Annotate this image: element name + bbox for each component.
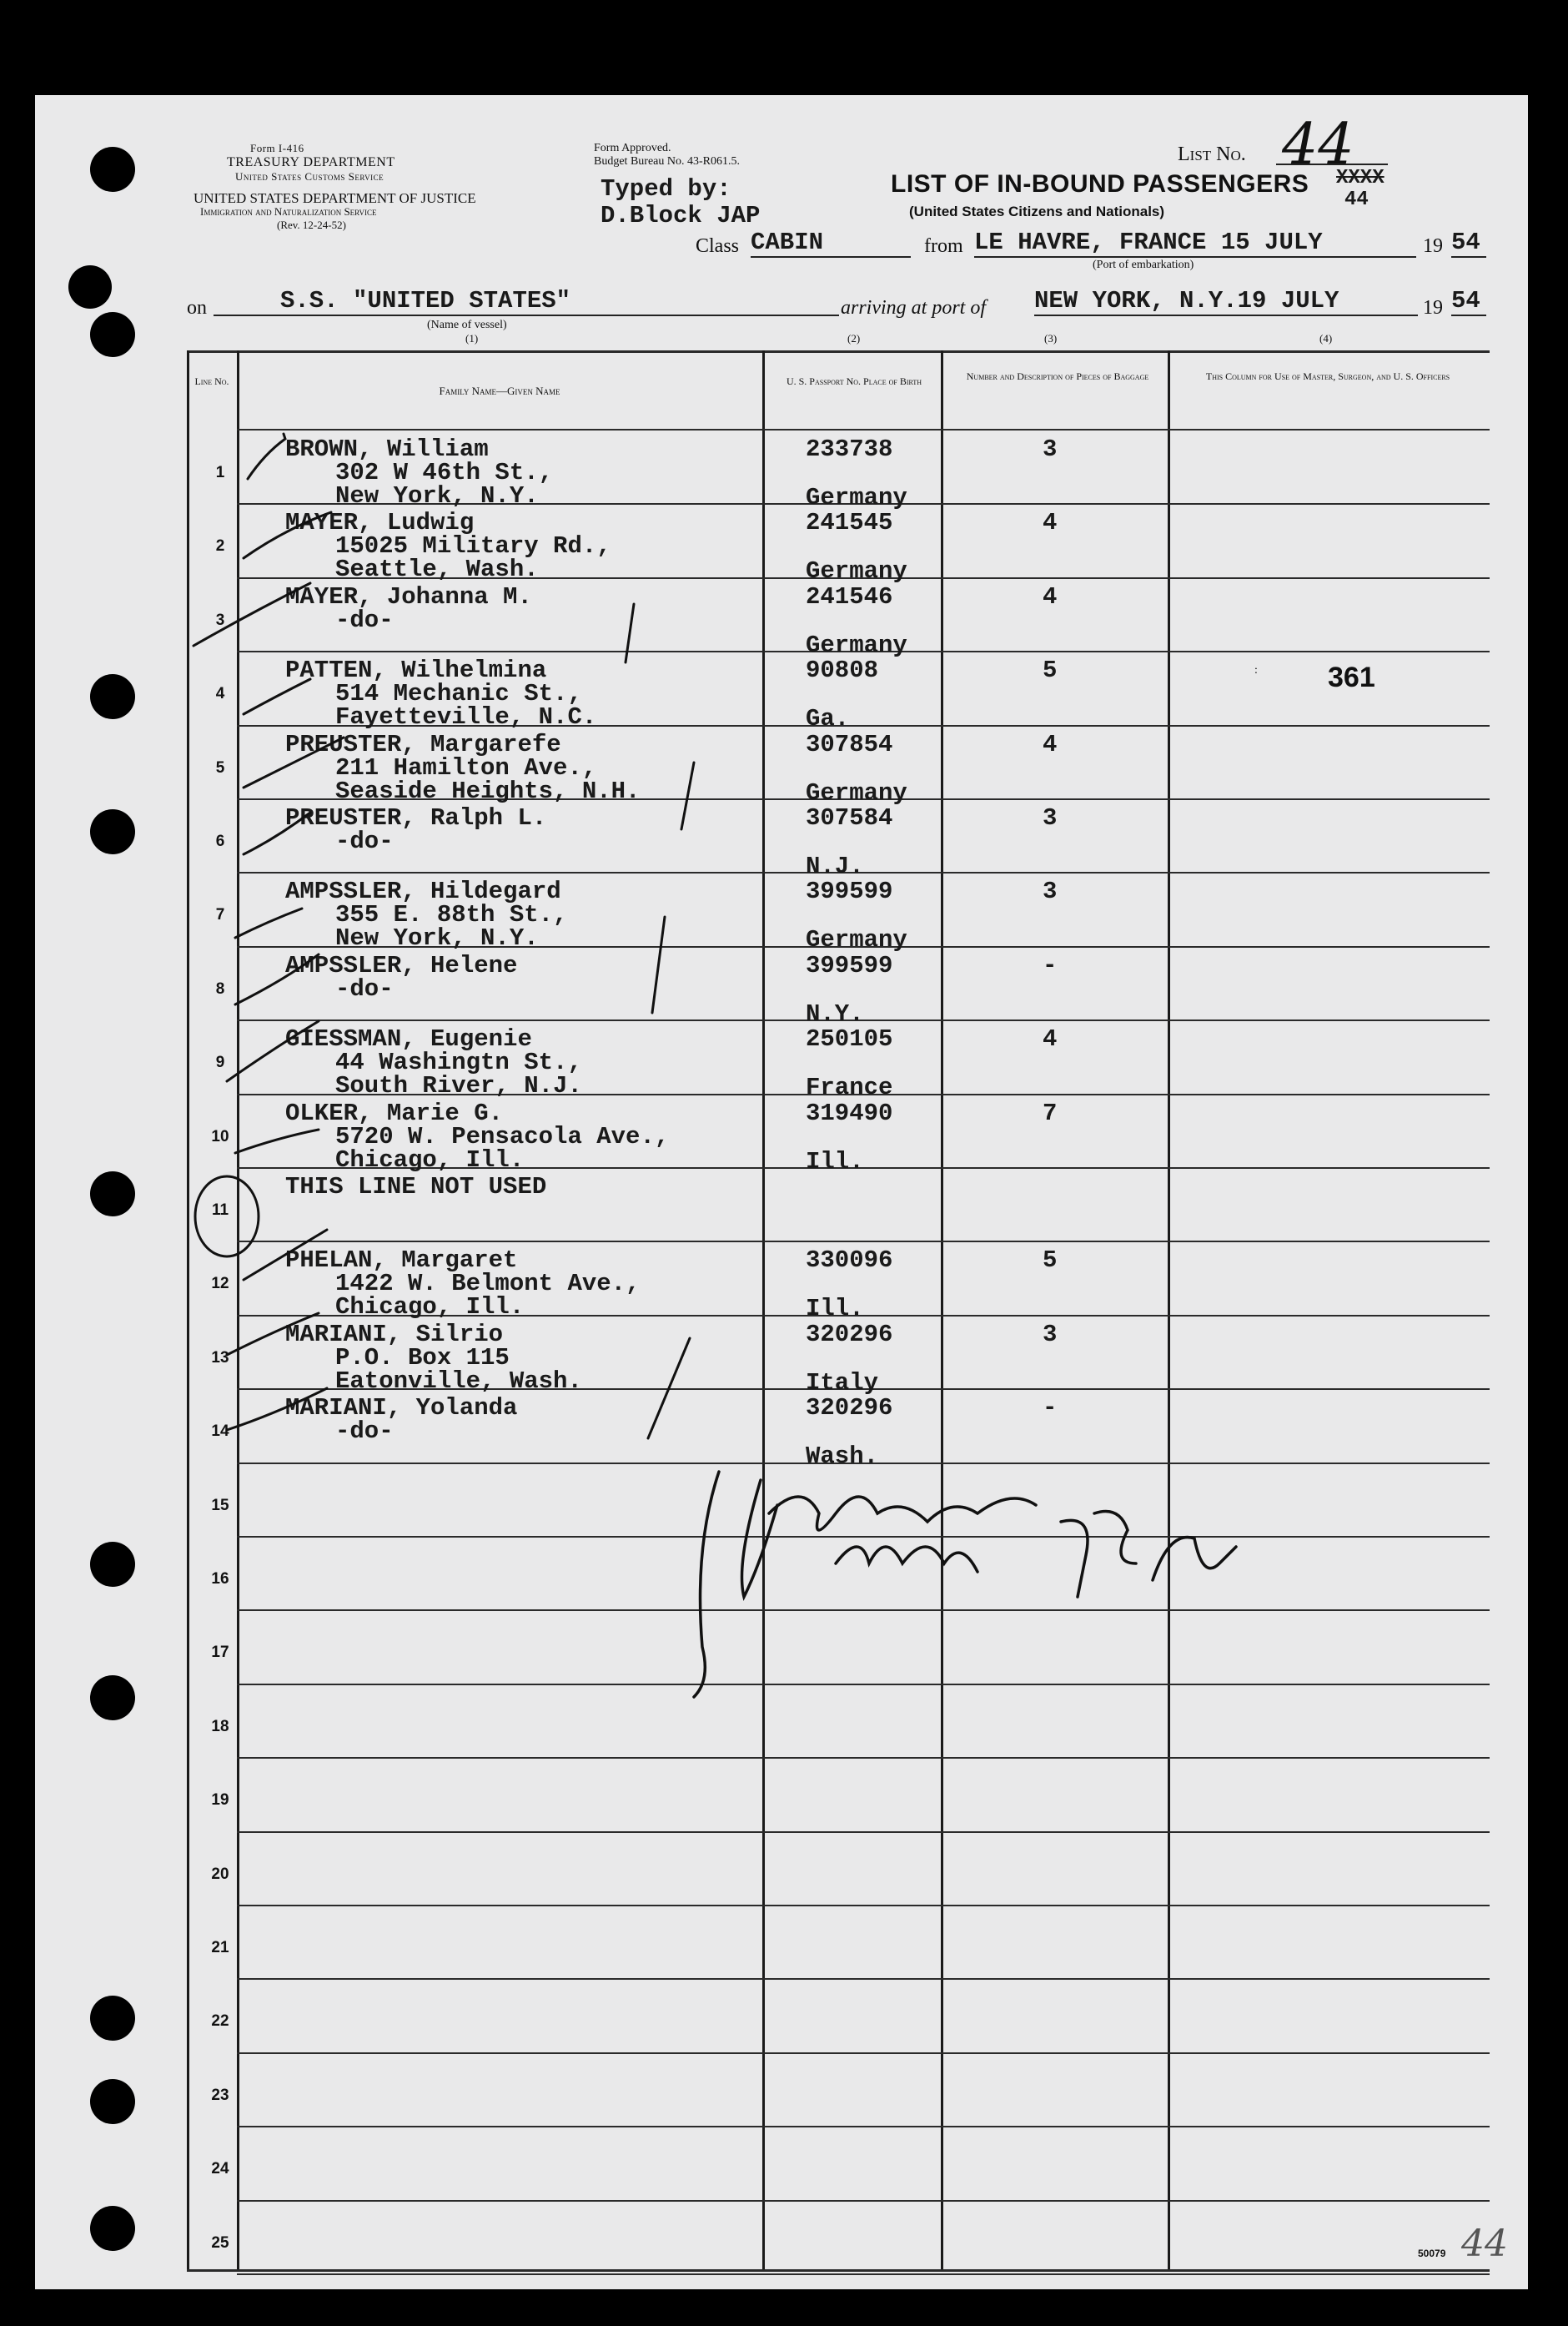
check-stroke-c	[652, 917, 665, 1013]
arriving-label: arriving at port of	[841, 297, 987, 319]
passenger-address-line1: 514 Mechanic St.,	[335, 680, 582, 707]
passenger-name: PREUSTER, Margarefe	[285, 731, 561, 758]
passenger-address-line2: New York, N.Y.	[335, 482, 539, 510]
tick-mark-9	[227, 1021, 319, 1081]
class-value: CABIN	[751, 229, 911, 258]
line-number: 11	[211, 1201, 229, 1219]
col-header-passport: U. S. Passport No. Place of Birth	[786, 375, 922, 387]
passenger-address-line1: 5720 W. Pensacola Ave.,	[335, 1123, 670, 1150]
passenger-name: PHELAN, Margaret	[285, 1246, 518, 1274]
year-arrive: 54	[1451, 287, 1486, 316]
line-number: 17	[211, 1644, 229, 1661]
line-number: 4	[215, 685, 225, 702]
passenger-address-line2: Eatonville, Wash.	[335, 1367, 582, 1395]
line-number: 25	[211, 2234, 229, 2252]
passenger-address-line1: -do-	[335, 828, 394, 855]
baggage-count: -	[1043, 952, 1058, 979]
passenger-name: AMPSSLER, Hildegard	[285, 878, 561, 905]
list-no-struck: XXXX	[1336, 167, 1385, 189]
passenger-name: MARIANI, Yolanda	[285, 1394, 518, 1422]
place-of-birth: Germany	[806, 779, 907, 807]
passport-col-no: (2)	[847, 332, 861, 345]
punch-hole	[90, 1996, 135, 2041]
col-header-officers: This Column for Use of Master, Surgeon, and U. S. Officers	[1205, 370, 1450, 382]
place-of-birth: Germany	[806, 557, 907, 585]
col-header-baggage: Number and Description of Pieces of Baggage	[966, 370, 1149, 382]
passport-number: 319490	[806, 1100, 893, 1127]
punch-hole	[90, 1171, 135, 1216]
typed-by-value: D.Block JAP	[601, 202, 761, 229]
passenger-address-line1: 211 Hamilton Ave.,	[335, 754, 597, 782]
check-stroke-d	[648, 1338, 690, 1438]
baggage-count: 4	[1043, 583, 1058, 611]
year-prefix-embark: 19	[1423, 235, 1443, 257]
vessel-caption: (Name of vessel)	[427, 319, 507, 331]
passenger-address-line1: 355 E. 88th St.,	[335, 901, 568, 929]
passenger-address-line2: Seaside Heights, N.H.	[335, 778, 641, 805]
place-of-birth: Wash.	[806, 1442, 879, 1470]
line-number: 15	[211, 1497, 229, 1514]
page-subtitle: (United States Citizens and Nationals)	[909, 204, 1165, 219]
passenger-address-line1: P.O. Box 115	[335, 1344, 510, 1372]
punch-hole	[90, 147, 135, 192]
tick-mark-7	[235, 909, 302, 938]
line-number: 9	[215, 1054, 225, 1071]
passenger-name: GIESSMAN, Eugenie	[285, 1025, 532, 1053]
passport-number: 250105	[806, 1025, 893, 1053]
officers-col-no: (4)	[1319, 332, 1333, 345]
on-label: on	[187, 297, 207, 319]
place-of-birth: France	[806, 1074, 893, 1101]
baggage-count: 3	[1043, 1321, 1058, 1348]
punch-hole	[90, 2206, 135, 2251]
form-approved: Form Approved.	[594, 142, 671, 154]
passenger-address-line2: Seattle, Wash.	[335, 556, 539, 583]
place-of-birth: N.J.	[806, 853, 864, 880]
tick-mark-8	[235, 954, 319, 1004]
passport-number: 320296	[806, 1394, 893, 1422]
manifest-page	[35, 95, 1528, 2289]
passenger-address-line1: -do-	[335, 607, 394, 634]
baggage-count: 7	[1043, 1100, 1058, 1127]
list-no-label: List No.	[1178, 143, 1246, 165]
line-number: 23	[211, 2087, 229, 2104]
line-number: 24	[211, 2160, 229, 2177]
baggage-count: 3	[1043, 804, 1058, 832]
tick-mark-4	[244, 679, 310, 714]
ins-label: Immigration and Naturalization Service	[200, 205, 377, 218]
baggage-count: 3	[1043, 878, 1058, 905]
passport-number: 241546	[806, 583, 893, 611]
justice-label: UNITED STATES DEPARTMENT OF JUSTICE	[193, 190, 476, 206]
line-number: 10	[211, 1128, 229, 1145]
punch-hole	[68, 265, 112, 309]
officer-signature	[694, 1472, 1236, 1697]
handwriting-overlay	[35, 95, 1528, 2289]
punch-hole	[90, 312, 135, 357]
punch-hole	[90, 1542, 135, 1587]
baggage-count: -	[1043, 1394, 1058, 1422]
year-embark: 54	[1451, 229, 1486, 258]
passenger-address-line1: -do-	[335, 1417, 394, 1445]
tick-mark-2	[244, 512, 331, 558]
place-of-birth: Ill.	[806, 1148, 864, 1176]
year-prefix-arrive: 19	[1423, 297, 1443, 319]
passport-number: 399599	[806, 878, 893, 905]
passenger-address-line2: Fayetteville, N.C.	[335, 703, 597, 731]
passenger-name: MARIANI, Silrio	[285, 1321, 504, 1348]
treasury-label: TREASURY DEPARTMENT	[227, 155, 395, 169]
baggage-count: 5	[1043, 1246, 1058, 1274]
line-number: 19	[211, 1791, 229, 1809]
passenger-address-line1: -do-	[335, 975, 394, 1003]
place-of-birth: Germany	[806, 484, 907, 511]
col-header-name: Family Name—Given Name	[439, 385, 560, 397]
passport-number: 90808	[806, 657, 879, 684]
passenger-address-line2: Chicago, Ill.	[335, 1293, 525, 1321]
baggage-count: 3	[1043, 435, 1058, 463]
tick-mark-10	[235, 1130, 319, 1153]
line-number: 14	[211, 1422, 229, 1440]
place-of-birth: Germany	[806, 926, 907, 954]
punch-hole	[90, 809, 135, 854]
passport-number: 320296	[806, 1321, 893, 1348]
line-number: 7	[215, 906, 225, 924]
form-number: Form I-416	[250, 142, 304, 154]
passenger-address-line2: New York, N.Y.	[335, 924, 539, 952]
place-of-birth: Germany	[806, 632, 907, 659]
line-number: 20	[211, 1865, 229, 1883]
from-value: LE HAVRE, FRANCE 15 JULY	[974, 229, 1416, 258]
passenger-name: MAYER, Ludwig	[285, 509, 475, 536]
baggage-count: 4	[1043, 731, 1058, 758]
passenger-name: BROWN, William	[285, 435, 489, 463]
line-11-circle	[195, 1176, 259, 1256]
passport-number: 330096	[806, 1246, 893, 1274]
page-title: LIST OF IN-BOUND PASSENGERS	[891, 170, 1309, 198]
vessel-col-no: (1)	[465, 332, 479, 345]
tick-mark-6	[244, 813, 310, 854]
line-number: 12	[211, 1275, 229, 1292]
passport-number: 307584	[806, 804, 893, 832]
passport-number: 233738	[806, 435, 893, 463]
line-number: 1	[215, 464, 225, 481]
baggage-count: 4	[1043, 1025, 1058, 1053]
passenger-name: AMPSSLER, Helene	[285, 952, 518, 979]
place-of-birth: Italy	[806, 1369, 879, 1397]
passport-number: 307854	[806, 731, 893, 758]
form-code: 50079	[1418, 2248, 1446, 2259]
line-number: 21	[211, 1939, 229, 1956]
line-number: 13	[211, 1349, 229, 1367]
line-number: 6	[215, 833, 225, 850]
passport-number: 241545	[806, 509, 893, 536]
col-header-line-no: Line No.	[194, 375, 229, 387]
line-number: 5	[215, 759, 225, 777]
arriving-value: NEW YORK, N.Y.19 JULY	[1034, 287, 1418, 316]
vessel-name: S.S. "UNITED STATES"	[214, 287, 839, 316]
passenger-address-line1: 302 W 46th St.,	[335, 459, 554, 486]
tick-mark-5	[244, 738, 344, 788]
list-no-handwritten: 44	[1282, 112, 1354, 178]
baggage-col-no: (3)	[1044, 332, 1058, 345]
line-number: 22	[211, 2012, 229, 2030]
officer-notation: 361	[1328, 662, 1375, 693]
place-of-birth: Ga.	[806, 705, 850, 733]
tick-mark-1	[248, 434, 285, 479]
tick-mark-12	[244, 1230, 327, 1280]
passenger-name: PATTEN, Wilhelmina	[285, 657, 547, 684]
line-number: 8	[215, 980, 225, 998]
check-stroke-b	[681, 763, 694, 829]
passenger-address-line2: South River, N.J.	[335, 1072, 582, 1100]
place-of-birth: N.Y.	[806, 1000, 864, 1028]
port-embark-caption: (Port of embarkation)	[1093, 259, 1194, 271]
passenger-address-line1: 15025 Military Rd.,	[335, 532, 611, 560]
passport-number: 399599	[806, 952, 893, 979]
punch-hole	[90, 2079, 135, 2124]
line-number: 16	[211, 1570, 229, 1588]
tick-mark-13	[227, 1313, 319, 1355]
passenger-address-line1: 1422 W. Belmont Ave.,	[335, 1270, 641, 1297]
passenger-address-line1: 44 Washingtn St.,	[335, 1049, 582, 1076]
line-number: 2	[215, 537, 225, 555]
class-label: Class	[696, 235, 740, 257]
place-of-birth: Ill.	[806, 1295, 864, 1322]
customs-label: United States Customs Service	[235, 170, 384, 183]
punch-hole	[90, 1675, 135, 1720]
budget-bureau: Budget Bureau No. 43-R061.5.	[594, 155, 740, 168]
tick-mark-14	[227, 1388, 327, 1430]
from-label: from	[924, 235, 963, 257]
check-stroke-a	[626, 604, 634, 662]
baggage-count: 4	[1043, 509, 1058, 536]
punch-hole	[90, 674, 135, 719]
passenger-name: THIS LINE NOT USED	[285, 1173, 547, 1201]
passenger-name: OLKER, Marie G.	[285, 1100, 504, 1127]
typed-by-label: Typed by:	[601, 175, 731, 203]
passenger-name: PREUSTER, Ralph L.	[285, 804, 547, 832]
passenger-address-line2: Chicago, Ill.	[335, 1146, 525, 1174]
passenger-name: MAYER, Johanna M.	[285, 583, 532, 611]
line-number: 18	[211, 1718, 229, 1735]
corner-page-number: 44	[1461, 2223, 1508, 2265]
officer-dot: :	[1254, 664, 1258, 677]
rev-label: (Rev. 12-24-52)	[277, 219, 346, 231]
tick-mark-3	[193, 583, 310, 646]
line-number: 3	[215, 612, 225, 629]
list-no-typed: 44	[1344, 189, 1369, 211]
baggage-count: 5	[1043, 657, 1058, 684]
